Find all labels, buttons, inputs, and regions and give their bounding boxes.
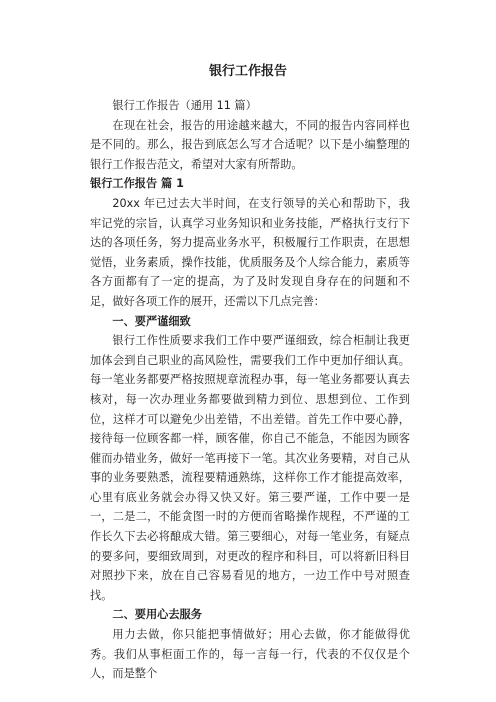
document-title: 银行工作报告 bbox=[208, 64, 287, 79]
intro-paragraph: 在现在社会，报告的用途越来越大，不同的报告内容同样也是不同的。那么，报告到底怎么写才合适呢？以下是小编整理的银行工作报告范文，希望对大家有所帮助。 bbox=[90, 118, 410, 171]
point-heading: 二、要用心去服务 bbox=[112, 608, 202, 622]
document-body bbox=[90, 96, 410, 684]
subtitle-paragraph: 银行工作报告（通用 11 篇） bbox=[112, 99, 257, 112]
opening-paragraph: 20xx 年已过去大半时间，在支行领导的关心和帮助下，我牢记党的宗旨，认真学习业务知识和业务技能，严格执行支行下达的各项任务，努力提高业务水平，积极履行工作职责，在思想觉悟，业务素质，操作技能，优质服务及个人综合能力，素质等各方面都有了一定的提高，为了及时发现自身存在的问题和不足，做好各项工作的展开，还需以下几点完善： bbox=[90, 196, 410, 308]
point-heading: 一、要严谨细致 bbox=[112, 314, 191, 328]
point-paragraph: 银行工作性质要求我们工作中要严谨细致，综合柜制让我更加体会到自己职业的高风险性，需要我们工作中更加仔细认真。每一笔业务都要严格按照规章流程办事，每一笔业务都要认真去核对，每一次办理业务都要做到精力到位、思想到位、工作到位，这样才可以避免少出差错，不出差错。首先工作中要心静，接待每一位顾客都一样，顾客催，你自己不能急，不能因为顾客催而办错业务，做好一笔再接下一笔。其次业务要精，对自己从事的业务要熟悉，流程要精通熟练，这样你工作才能提高效率，心里有底业务就会办得又快又好。第三要严谨，工作中要一是一，二是二，不能贪图一时的方便而省略操作规程，不严谨的工作长久下去必将酿成大错。第三要细心，对每一笔业务，有疑点的要多问，要细致周到，对更改的程序和科目，可以将新旧科目对照抄下来，放在自己容易看见的地方，一边工作中号对照查找。 bbox=[90, 334, 410, 602]
point-paragraph: 用力去做，你只能把事情做好；用心去做，你才能做得优秀。我们从事柜面工作的，每一言每一行，代表的不仅仅是个人，而是整个 bbox=[90, 628, 410, 681]
section-heading: 银行工作报告 篇 1 bbox=[90, 177, 184, 191]
